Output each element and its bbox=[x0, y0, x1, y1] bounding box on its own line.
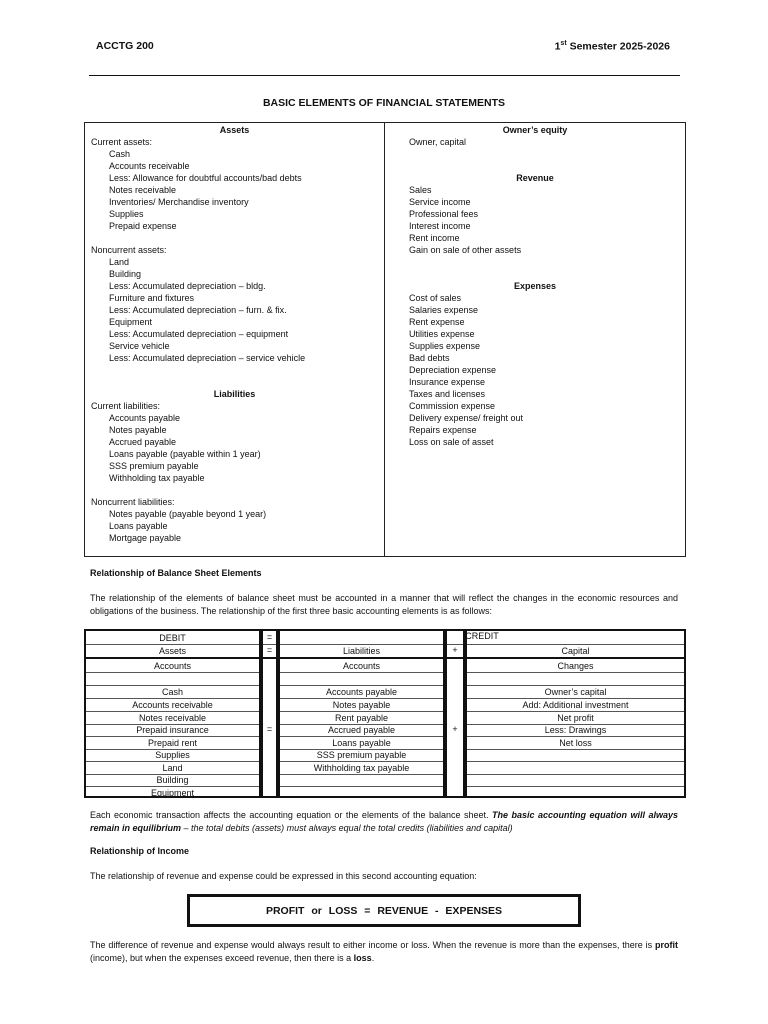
table-row: Net profit bbox=[557, 713, 594, 723]
elements-table bbox=[84, 122, 686, 557]
table-row: Loans payable bbox=[332, 738, 391, 748]
list-item: Loss on sale of asset bbox=[409, 437, 494, 447]
table-row: Supplies bbox=[155, 750, 190, 760]
list-item: Building bbox=[109, 269, 142, 279]
table-row: Owner’s capital bbox=[544, 687, 607, 697]
list-item: Supplies bbox=[109, 209, 144, 219]
assets-liabilities-column bbox=[85, 123, 385, 556]
list-item: Loans payable (payable within 1 year) bbox=[109, 449, 261, 459]
debit-label: DEBIT bbox=[159, 633, 186, 643]
list-item: Land bbox=[109, 257, 130, 267]
list-item: Mortgage payable bbox=[109, 533, 182, 543]
equals-sign: = bbox=[266, 632, 273, 642]
current-assets-label: Current assets: bbox=[91, 137, 153, 147]
list-item: Insurance expense bbox=[409, 377, 486, 387]
formula-text: PROFIT or LOSS = REVENUE - EXPENSES bbox=[265, 904, 503, 917]
list-item: Inventories/ Merchandise inventory bbox=[109, 197, 249, 207]
list-item: Repairs expense bbox=[409, 425, 477, 435]
row-divider bbox=[467, 761, 684, 762]
list-item: Accounts payable bbox=[109, 413, 181, 423]
noncurrent-liabilities-label: Noncurrent liabilities: bbox=[91, 497, 175, 507]
list-item: Gain on sale of other assets bbox=[409, 245, 522, 255]
capital-column bbox=[465, 629, 686, 798]
table-row: Building bbox=[156, 775, 189, 785]
table-row: Rent payable bbox=[334, 713, 389, 723]
table-row: Land bbox=[162, 763, 183, 773]
list-item: Taxes and licenses bbox=[409, 389, 486, 399]
list-item: Service vehicle bbox=[109, 341, 170, 351]
liabilities-accounts-label: Accounts bbox=[342, 661, 381, 671]
income-heading: Relationship of Income bbox=[90, 846, 190, 856]
table-row: Net loss bbox=[559, 738, 592, 748]
list-item: Cost of sales bbox=[409, 293, 462, 303]
list-item: Prepaid expense bbox=[109, 221, 177, 231]
capital-label: Capital bbox=[561, 646, 590, 656]
list-item: Bad debts bbox=[409, 353, 450, 363]
equals-sign: = bbox=[266, 724, 273, 734]
list-item: Withholding tax payable bbox=[109, 473, 205, 483]
list-item: Professional fees bbox=[409, 209, 479, 219]
list-item: SSS premium payable bbox=[109, 461, 199, 471]
table-row: Add: Additional investment bbox=[522, 700, 629, 710]
table-row: Withholding tax payable bbox=[313, 763, 410, 773]
plus-column bbox=[445, 629, 465, 798]
row-divider bbox=[467, 774, 684, 775]
balance-sheet-paragraph: The relationship of the elements of balance sheet must be accounted in a manner that will reflect the changes in the economic resources and obligations of the business. The relationship of the first three basic accounting elements is as follows: bbox=[90, 593, 678, 616]
list-item: Sales bbox=[409, 185, 432, 195]
row-divider bbox=[467, 749, 684, 750]
row-divider bbox=[280, 786, 443, 787]
table-row: Prepaid rent bbox=[147, 738, 198, 748]
table-row: SSS premium payable bbox=[316, 750, 407, 760]
liabilities-label: Liabilities bbox=[342, 646, 381, 656]
plus-sign: + bbox=[452, 724, 458, 734]
list-item: Notes receivable bbox=[109, 185, 177, 195]
table-row: Accounts payable bbox=[325, 687, 398, 697]
list-item: Less: Accumulated depreciation – equipment bbox=[109, 329, 289, 339]
list-item: Less: Accumulated depreciation – furn. & fix. bbox=[109, 305, 287, 315]
table-row: Prepaid insurance bbox=[136, 725, 209, 735]
list-item: Equipment bbox=[109, 317, 153, 327]
table-row: Less: Drawings bbox=[544, 725, 607, 735]
plus-sign: + bbox=[452, 645, 458, 655]
changes-label: Changes bbox=[557, 661, 594, 671]
course-code: ACCTG 200 bbox=[96, 40, 154, 52]
row-divider bbox=[86, 672, 259, 673]
list-item: Accrued payable bbox=[109, 437, 177, 447]
page-title: BASIC ELEMENTS OF FINANCIAL STATEMENTS bbox=[262, 97, 506, 109]
equilibrium-paragraph: Each economic transaction affects the accounting equation or the elements of the balance sheet. The basic accounting equation will always remain in equilibrium – the total debits (assets) must always equal the total credits (liabilities and capital) bbox=[90, 810, 678, 833]
row-divider bbox=[280, 774, 443, 775]
row-divider bbox=[280, 657, 443, 659]
header-divider bbox=[89, 75, 680, 76]
table-row: Equipment bbox=[150, 788, 195, 798]
list-item: Furniture and fixtures bbox=[109, 293, 195, 303]
list-item: Loans payable bbox=[109, 521, 168, 531]
credit-header bbox=[278, 629, 686, 642]
liabilities-column bbox=[278, 629, 445, 798]
list-item: Cash bbox=[109, 149, 131, 159]
assets-accounts-label: Accounts bbox=[153, 661, 192, 671]
conclusion-paragraph: The difference of revenue and expense would always result to either income or loss. When the revenue is more than the expenses, there is profit (income), but when the expenses exceed revenue, then there is a loss. bbox=[90, 940, 678, 963]
row-divider bbox=[86, 657, 259, 659]
equity-heading: Owner’s equity bbox=[502, 125, 568, 135]
equals-column bbox=[261, 629, 278, 798]
noncurrent-assets-label: Noncurrent assets: bbox=[91, 245, 167, 255]
assets-column bbox=[84, 629, 261, 798]
row-divider bbox=[263, 657, 276, 659]
table-row: Cash bbox=[161, 687, 183, 697]
table-row: Notes receivable bbox=[138, 713, 207, 723]
row-divider bbox=[467, 657, 684, 659]
current-liabilities-label: Current liabilities: bbox=[91, 401, 161, 411]
row-divider bbox=[447, 657, 463, 659]
equity-revenue-expense-column bbox=[385, 123, 685, 556]
assets-heading: Assets bbox=[219, 125, 250, 135]
semester-label: 1st Semester 2025-2026 bbox=[554, 40, 670, 53]
list-item: Delivery expense/ freight out bbox=[409, 413, 524, 423]
assets-label: Assets bbox=[158, 646, 186, 656]
credit-label: CREDIT bbox=[465, 631, 499, 641]
list-item: Less: Accumulated depreciation – bldg. bbox=[109, 281, 266, 291]
list-item: Accounts receivable bbox=[109, 161, 190, 171]
table-row: Accrued payable bbox=[327, 725, 396, 735]
list-item: Rent expense bbox=[409, 317, 465, 327]
list-item: Less: Accumulated depreciation – service vehicle bbox=[109, 353, 306, 363]
profit-loss-formula bbox=[187, 894, 581, 927]
list-item: Salaries expense bbox=[409, 305, 479, 315]
expenses-heading: Expenses bbox=[513, 281, 557, 291]
list-item: Supplies expense bbox=[409, 341, 481, 351]
income-paragraph: The relationship of revenue and expense could be expressed in this second accounting equation: bbox=[90, 871, 477, 881]
list-item: Owner, capital bbox=[409, 137, 467, 147]
row-divider bbox=[467, 786, 684, 787]
row-divider bbox=[280, 672, 443, 673]
balance-sheet-heading: Relationship of Balance Sheet Elements bbox=[90, 568, 262, 578]
list-item: Notes payable bbox=[109, 425, 167, 435]
equals-sign: = bbox=[266, 645, 273, 655]
accounting-equation-table bbox=[84, 629, 686, 798]
list-item: Rent income bbox=[409, 233, 460, 243]
revenue-heading: Revenue bbox=[516, 173, 554, 183]
table-row: Accounts receivable bbox=[132, 700, 213, 710]
liabilities-heading: Liabilities bbox=[213, 389, 256, 399]
list-item: Commission expense bbox=[409, 401, 496, 411]
row-divider bbox=[467, 672, 684, 673]
table-row: Notes payable bbox=[332, 700, 391, 710]
list-item: Notes payable (payable beyond 1 year) bbox=[109, 509, 267, 519]
list-item: Depreciation expense bbox=[409, 365, 497, 375]
list-item: Service income bbox=[409, 197, 471, 207]
list-item: Less: Allowance for doubtful accounts/bad debts bbox=[109, 173, 302, 183]
list-item: Interest income bbox=[409, 221, 471, 231]
list-item: Utilities expense bbox=[409, 329, 475, 339]
